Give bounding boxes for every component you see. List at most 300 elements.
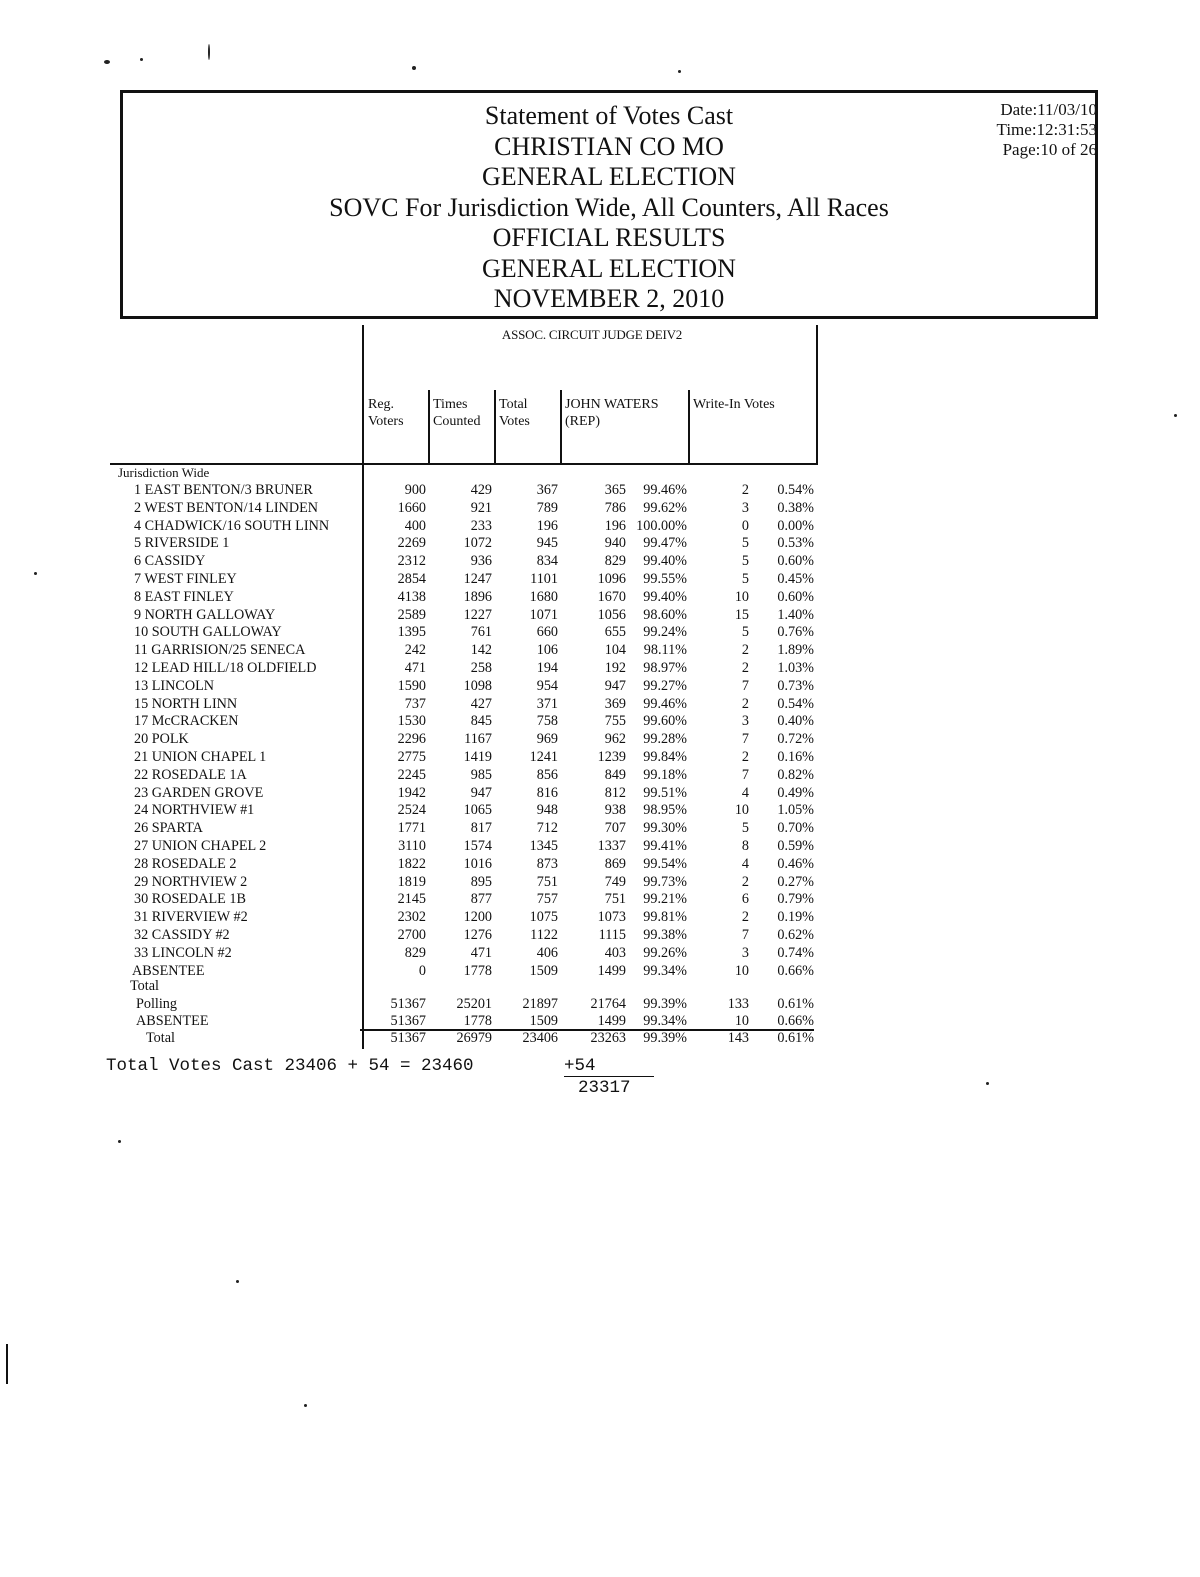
write-in-pct: 0.72%: [777, 731, 814, 748]
times-counted: 1574: [463, 838, 492, 854]
candidate-pct: 98.60%: [643, 606, 687, 623]
totals-label-row: [110, 978, 820, 996]
candidate-votes: 21764: [590, 996, 626, 1012]
write-in-pct: 0.46%: [777, 855, 814, 872]
candidate-votes: 751: [604, 891, 626, 908]
write-in-pct: 0.62%: [777, 927, 814, 943]
totals-label: Total: [130, 978, 159, 994]
candidate-pct: 99.40%: [643, 553, 687, 570]
candidate-votes: 192: [604, 660, 626, 676]
write-in-votes: 5: [741, 571, 749, 587]
total-votes-equation: Total Votes Cast 23406 + 54 = 23460: [106, 1056, 474, 1076]
candidate-pct: 99.84%: [643, 749, 687, 765]
write-in-votes: 5: [741, 624, 749, 641]
times-counted: 142: [470, 642, 492, 659]
write-in-votes: 2: [741, 482, 749, 498]
table-row: [110, 642, 820, 660]
candidate-pct: 99.41%: [643, 838, 687, 854]
reg-voters: 1942: [397, 784, 426, 801]
election-date: NOVEMBER 2, 2010: [493, 284, 725, 313]
scan-speck: [104, 60, 110, 64]
times-counted: 1098: [463, 677, 492, 694]
table-row: [110, 945, 820, 963]
report-time: Time:12:31:53: [996, 120, 1097, 139]
total-votes: 1680: [529, 588, 558, 605]
candidate-votes: 749: [604, 873, 626, 890]
reg-voters: 1590: [397, 677, 426, 694]
precinct-name: 20 POLK: [134, 731, 189, 748]
total-votes: 371: [536, 695, 558, 712]
reg-voters: 737: [404, 695, 426, 712]
precinct-name: 27 UNION CHAPEL 2: [134, 838, 267, 854]
reg-voters: 3110: [398, 838, 426, 854]
write-in-votes: 133: [727, 996, 749, 1012]
write-in-votes: 5: [741, 535, 749, 552]
precinct-name: 8 EAST FINLEY: [134, 588, 234, 605]
write-in-pct: 0.70%: [777, 820, 814, 837]
candidate-votes: 962: [604, 731, 626, 748]
precinct-name: 1 EAST BENTON/3 BRUNER: [134, 482, 313, 498]
column-separator: [428, 390, 430, 463]
county-name: CHRISTIAN CO MO: [494, 131, 724, 161]
precinct-name: 5 RIVERSIDE 1: [134, 535, 230, 552]
reg-voters: 1819: [397, 873, 426, 890]
scan-speck: [34, 572, 37, 575]
report-header: [120, 90, 1098, 319]
times-counted: 1778: [463, 962, 492, 979]
candidate-pct: 98.11%: [643, 642, 687, 659]
write-in-pct: 0.79%: [777, 891, 814, 908]
col-header-write-in: Write-In Votes: [693, 397, 775, 412]
scan-speck: [304, 1404, 307, 1407]
times-counted: 1200: [463, 909, 492, 926]
reg-voters: 2269: [397, 535, 426, 552]
candidate-votes: 369: [604, 695, 626, 712]
times-counted: 427: [470, 695, 492, 712]
candidate-pct: 99.81%: [643, 909, 687, 926]
candidate-pct: 99.24%: [643, 624, 687, 641]
precinct-name: 26 SPARTA: [134, 820, 203, 837]
write-in-votes: 3: [741, 713, 749, 730]
scan-edge-mark: [6, 1344, 8, 1384]
candidate-pct: 99.34%: [643, 1013, 687, 1029]
results-status: OFFICIAL RESULTS: [492, 223, 726, 252]
precinct-name: 22 ROSEDALE 1A: [134, 766, 247, 783]
times-counted: 1778: [463, 1013, 492, 1029]
candidate-pct: 99.40%: [643, 588, 687, 605]
scan-speck: [986, 1082, 989, 1085]
table-row: [110, 553, 820, 571]
write-in-pct: 0.54%: [777, 695, 814, 712]
section-label: [110, 465, 820, 480]
candidate-pct: 99.73%: [643, 873, 687, 890]
total-votes: 1122: [530, 927, 558, 943]
write-in-votes: 3: [741, 499, 749, 516]
precinct-name: 17 McCRACKEN: [134, 713, 239, 730]
write-in-pct: 0.45%: [777, 571, 814, 587]
total-votes: 1345: [529, 838, 558, 854]
candidate-pct: 99.18%: [643, 766, 687, 783]
times-counted: 761: [470, 624, 492, 641]
write-in-votes: 4: [741, 784, 749, 801]
reg-voters: 0: [418, 962, 426, 979]
column-separator: [688, 390, 690, 463]
candidate-votes: 1115: [598, 927, 626, 943]
times-counted: 1065: [463, 802, 492, 819]
total-votes: 954: [536, 677, 558, 694]
reg-voters: 829: [404, 944, 426, 961]
candidate-votes: 1239: [597, 749, 626, 765]
write-in-pct: 0.16%: [777, 749, 814, 765]
candidate-votes: 940: [604, 535, 626, 552]
write-in-pct: 0.59%: [777, 838, 814, 854]
times-counted: 1247: [463, 571, 492, 587]
precinct-name: 11 GARRISION/25 SENECA: [134, 642, 306, 659]
times-counted: 1276: [463, 927, 492, 943]
write-in-pct: 0.54%: [777, 482, 814, 498]
reg-voters: 900: [404, 482, 426, 498]
reg-voters: 2700: [397, 927, 426, 943]
candidate-pct: 99.51%: [643, 784, 687, 801]
report-title-block: [123, 101, 1095, 315]
reg-voters: 2589: [397, 606, 426, 623]
precinct-name: 31 RIVERVIEW #2: [134, 909, 248, 926]
write-in-votes: 10: [734, 962, 749, 979]
col-header-reg-voters: Reg. Voters: [368, 397, 404, 429]
candidate-pct: 99.28%: [643, 731, 687, 748]
reg-voters: 51367: [390, 1013, 426, 1029]
write-in-pct: 1.05%: [777, 802, 814, 819]
total-votes: 757: [536, 891, 558, 908]
reg-voters: 2245: [397, 766, 426, 783]
added-votes: +54: [564, 1056, 654, 1077]
candidate-votes: 655: [604, 624, 626, 641]
table-row: [110, 660, 820, 678]
table-row: [110, 838, 820, 856]
reg-voters: 2854: [397, 571, 426, 587]
write-in-pct: 0.40%: [777, 713, 814, 730]
total-votes: 1509: [529, 1013, 558, 1029]
write-in-pct: 0.19%: [777, 909, 814, 926]
reg-voters: 1822: [397, 855, 426, 872]
reg-voters: 51367: [390, 1030, 426, 1046]
write-in-votes: 2: [741, 909, 749, 926]
reg-voters: 242: [404, 642, 426, 659]
table-row: [110, 1030, 820, 1048]
table-row: [110, 482, 820, 500]
reg-voters: 1660: [397, 499, 426, 516]
times-counted: 258: [470, 660, 492, 676]
write-in-votes: 8: [741, 838, 749, 854]
reg-voters: 2302: [397, 909, 426, 926]
write-in-votes: 5: [741, 820, 749, 837]
candidate-pct: 99.47%: [643, 535, 687, 552]
candidate-pct: 98.95%: [643, 802, 687, 819]
write-in-votes: 0: [741, 517, 749, 534]
report-title: Statement of Votes Cast: [484, 101, 734, 130]
table-row: [110, 571, 820, 589]
total-votes: 1075: [529, 909, 558, 926]
election-name: GENERAL ELECTION: [482, 162, 736, 191]
race-title: ASSOC. CIRCUIT JUDGE DEIV2: [501, 327, 683, 342]
candidate-pct: 99.46%: [643, 482, 687, 498]
write-in-pct: 0.00%: [777, 517, 814, 534]
precinct-name: ABSENTEE: [136, 1013, 209, 1029]
table-row: [110, 874, 820, 892]
table-row: [110, 731, 820, 749]
scan-speck: [236, 1280, 239, 1283]
reg-voters: 2524: [397, 802, 426, 819]
candidate-votes: 1670: [597, 588, 626, 605]
precinct-name: Polling: [136, 996, 177, 1012]
reg-voters: 1530: [397, 713, 426, 730]
candidate-votes: 1499: [597, 962, 626, 979]
total-votes: 23406: [522, 1030, 558, 1046]
times-counted: 985: [470, 766, 492, 783]
precinct-name: 10 SOUTH GALLOWAY: [134, 624, 282, 641]
candidate-pct: 99.39%: [643, 1030, 687, 1046]
precinct-name: 28 ROSEDALE 2: [134, 855, 237, 872]
candidate-votes: 403: [604, 944, 626, 961]
precinct-name: 21 UNION CHAPEL 1: [134, 749, 267, 765]
table-divider: [816, 325, 818, 465]
write-in-votes: 7: [741, 731, 749, 748]
table-row: [110, 1013, 820, 1031]
table-row: [110, 856, 820, 874]
total-votes: 1071: [529, 606, 558, 623]
precinct-name: 33 LINCOLN #2: [134, 944, 232, 961]
candidate-votes: 829: [604, 553, 626, 570]
candidate-pct: 99.21%: [643, 891, 687, 908]
candidate-pct: 100.00%: [636, 517, 687, 534]
table-row: [110, 749, 820, 767]
write-in-votes: 2: [741, 873, 749, 890]
total-votes: 712: [536, 820, 558, 837]
total-votes: 21897: [522, 996, 558, 1012]
section-label-text: Jurisdiction Wide: [118, 465, 210, 480]
write-in-pct: 1.89%: [777, 642, 814, 659]
precinct-name: 4 CHADWICK/16 SOUTH LINN: [134, 517, 330, 534]
table-row: [110, 891, 820, 909]
write-in-votes: 10: [734, 1013, 749, 1029]
write-in-votes: 4: [741, 855, 749, 872]
candidate-votes: 947: [604, 677, 626, 694]
col-header-total-votes: Total Votes: [499, 397, 530, 429]
write-in-votes: 10: [734, 588, 749, 605]
candidate-pct: 99.26%: [643, 944, 687, 961]
write-in-pct: 0.82%: [777, 766, 814, 783]
write-in-votes: 3: [741, 944, 749, 961]
scan-speck: [1174, 414, 1177, 417]
candidate-votes: 755: [604, 713, 626, 730]
precinct-name: ABSENTEE: [132, 962, 205, 979]
write-in-pct: 0.53%: [777, 535, 814, 552]
total-votes: 834: [536, 553, 558, 570]
report-scope: SOVC For Jurisdiction Wide, All Counters, All Races: [329, 192, 889, 222]
total-votes: 1101: [530, 571, 558, 587]
table-row: [110, 518, 820, 536]
reg-voters: 2312: [397, 553, 426, 570]
precinct-name: Total: [146, 1030, 175, 1046]
write-in-votes: 7: [741, 766, 749, 783]
table-row: [110, 535, 820, 553]
candidate-votes: 707: [604, 820, 626, 837]
write-in-pct: 0.60%: [777, 588, 814, 605]
table-row: [110, 678, 820, 696]
column-separator: [560, 390, 562, 463]
times-counted: 947: [470, 784, 492, 801]
candidate-votes: 1056: [597, 606, 626, 623]
reg-voters: 471: [404, 660, 426, 676]
write-in-votes: 7: [741, 927, 749, 943]
write-in-votes: 6: [741, 891, 749, 908]
precinct-name: 24 NORTHVIEW #1: [134, 802, 255, 819]
reg-voters: 2145: [397, 891, 426, 908]
times-counted: 1896: [463, 588, 492, 605]
times-counted: 1072: [463, 535, 492, 552]
write-in-pct: 0.74%: [777, 944, 814, 961]
col-header-candidate: JOHN WATERS (REP): [565, 397, 659, 429]
write-in-votes: 7: [741, 677, 749, 694]
candidate-votes: 1337: [597, 838, 626, 854]
candidate-pct: 99.60%: [643, 713, 687, 730]
write-in-votes: 10: [734, 802, 749, 819]
times-counted: 877: [470, 891, 492, 908]
write-in-pct: 0.38%: [777, 499, 814, 516]
times-counted: 25201: [456, 996, 492, 1012]
write-in-votes: 143: [727, 1030, 749, 1046]
write-in-votes: 2: [741, 660, 749, 676]
write-in-pct: 0.66%: [777, 962, 814, 979]
times-counted: 1419: [463, 749, 492, 765]
precinct-name: 15 NORTH LINN: [134, 695, 238, 712]
candidate-pct: 99.54%: [643, 855, 687, 872]
total-votes: 1509: [529, 962, 558, 979]
write-in-pct: 1.03%: [777, 660, 814, 676]
candidate-votes: 1499: [597, 1013, 626, 1029]
precinct-name: 29 NORTHVIEW 2: [134, 873, 248, 890]
write-in-pct: 0.49%: [777, 784, 814, 801]
candidate-pct: 99.55%: [643, 571, 687, 587]
total-votes: 816: [536, 784, 558, 801]
write-in-pct: 0.66%: [777, 1013, 814, 1029]
table-row: [110, 713, 820, 731]
write-in-pct: 0.27%: [777, 873, 814, 890]
total-votes: 106: [536, 642, 558, 659]
precinct-name: 2 WEST BENTON/14 LINDEN: [134, 499, 319, 516]
reg-voters: 1395: [397, 624, 426, 641]
write-in-pct: 0.61%: [777, 1030, 814, 1046]
reg-voters: 400: [404, 517, 426, 534]
precinct-name: 7 WEST FINLEY: [134, 571, 237, 587]
candidate-pct: 99.30%: [643, 820, 687, 837]
total-votes: 789: [536, 499, 558, 516]
col-header-times-counted: Times Counted: [433, 397, 481, 429]
precinct-name: 6 CASSIDY: [134, 553, 206, 570]
total-votes: 873: [536, 855, 558, 872]
times-counted: 895: [470, 873, 492, 890]
times-counted: 26979: [456, 1030, 492, 1046]
total-votes: 194: [536, 660, 558, 676]
total-votes: 406: [536, 944, 558, 961]
write-in-votes: 15: [734, 606, 749, 623]
table-row: [110, 927, 820, 945]
scan-speck: [140, 58, 143, 61]
candidate-votes: 869: [604, 855, 626, 872]
table-row: [110, 589, 820, 607]
total-votes: 948: [536, 802, 558, 819]
times-counted: 936: [470, 553, 492, 570]
candidate-votes: 849: [604, 766, 626, 783]
table-row: [110, 696, 820, 714]
times-counted: 233: [470, 517, 492, 534]
candidate-pct: 99.27%: [643, 677, 687, 694]
write-in-pct: 0.73%: [777, 677, 814, 694]
candidate-pct: 98.97%: [643, 660, 687, 676]
candidate-votes: 812: [604, 784, 626, 801]
times-counted: 1016: [463, 855, 492, 872]
report-date: Date:11/03/10: [1000, 100, 1097, 119]
candidate-pct: 99.39%: [643, 996, 687, 1012]
candidate-pct: 99.34%: [643, 962, 687, 979]
write-in-votes: 5: [741, 553, 749, 570]
scan-speck: [208, 44, 210, 60]
total-votes: 969: [536, 731, 558, 748]
table-row: [110, 500, 820, 518]
scan-speck: [412, 66, 416, 70]
candidate-votes: 365: [604, 482, 626, 498]
total-votes: 856: [536, 766, 558, 783]
candidate-votes: 938: [604, 802, 626, 819]
reg-voters: 4138: [397, 588, 426, 605]
times-counted: 1167: [464, 731, 492, 748]
precinct-name: 23 GARDEN GROVE: [134, 784, 264, 801]
table-row: [110, 909, 820, 927]
precinct-name: 13 LINCOLN: [134, 677, 214, 694]
write-in-pct: 0.61%: [777, 996, 814, 1012]
write-in-votes: 2: [741, 695, 749, 712]
page-number: Page:10 of 26: [1002, 140, 1097, 159]
total-votes: 1241: [529, 749, 558, 765]
precinct-name: 12 LEAD HILL/18 OLDFIELD: [134, 660, 317, 676]
total-votes: 758: [536, 713, 558, 730]
total-votes: 945: [536, 535, 558, 552]
table-row: [110, 767, 820, 785]
table-row: [110, 624, 820, 642]
total-votes: 751: [536, 873, 558, 890]
times-counted: 471: [470, 944, 492, 961]
report-meta: [997, 100, 1097, 160]
precinct-name: 9 NORTH GALLOWAY: [134, 606, 276, 623]
sum-result: 23317: [578, 1078, 631, 1098]
candidate-pct: 99.38%: [643, 927, 687, 943]
reg-voters: 2775: [397, 749, 426, 765]
table-row: [110, 996, 820, 1014]
candidate-pct: 99.46%: [643, 695, 687, 712]
precinct-name: 32 CASSIDY #2: [134, 927, 230, 943]
scan-speck: [118, 1140, 121, 1143]
times-counted: 921: [470, 499, 492, 516]
write-in-pct: 1.40%: [777, 606, 814, 623]
total-votes: 660: [536, 624, 558, 641]
write-in-pct: 0.76%: [777, 624, 814, 641]
write-in-votes: 2: [741, 642, 749, 659]
candidate-votes: 23263: [590, 1030, 626, 1046]
write-in-pct: 0.60%: [777, 553, 814, 570]
reg-voters: 2296: [397, 731, 426, 748]
candidate-votes: 104: [604, 642, 626, 659]
times-counted: 845: [470, 713, 492, 730]
